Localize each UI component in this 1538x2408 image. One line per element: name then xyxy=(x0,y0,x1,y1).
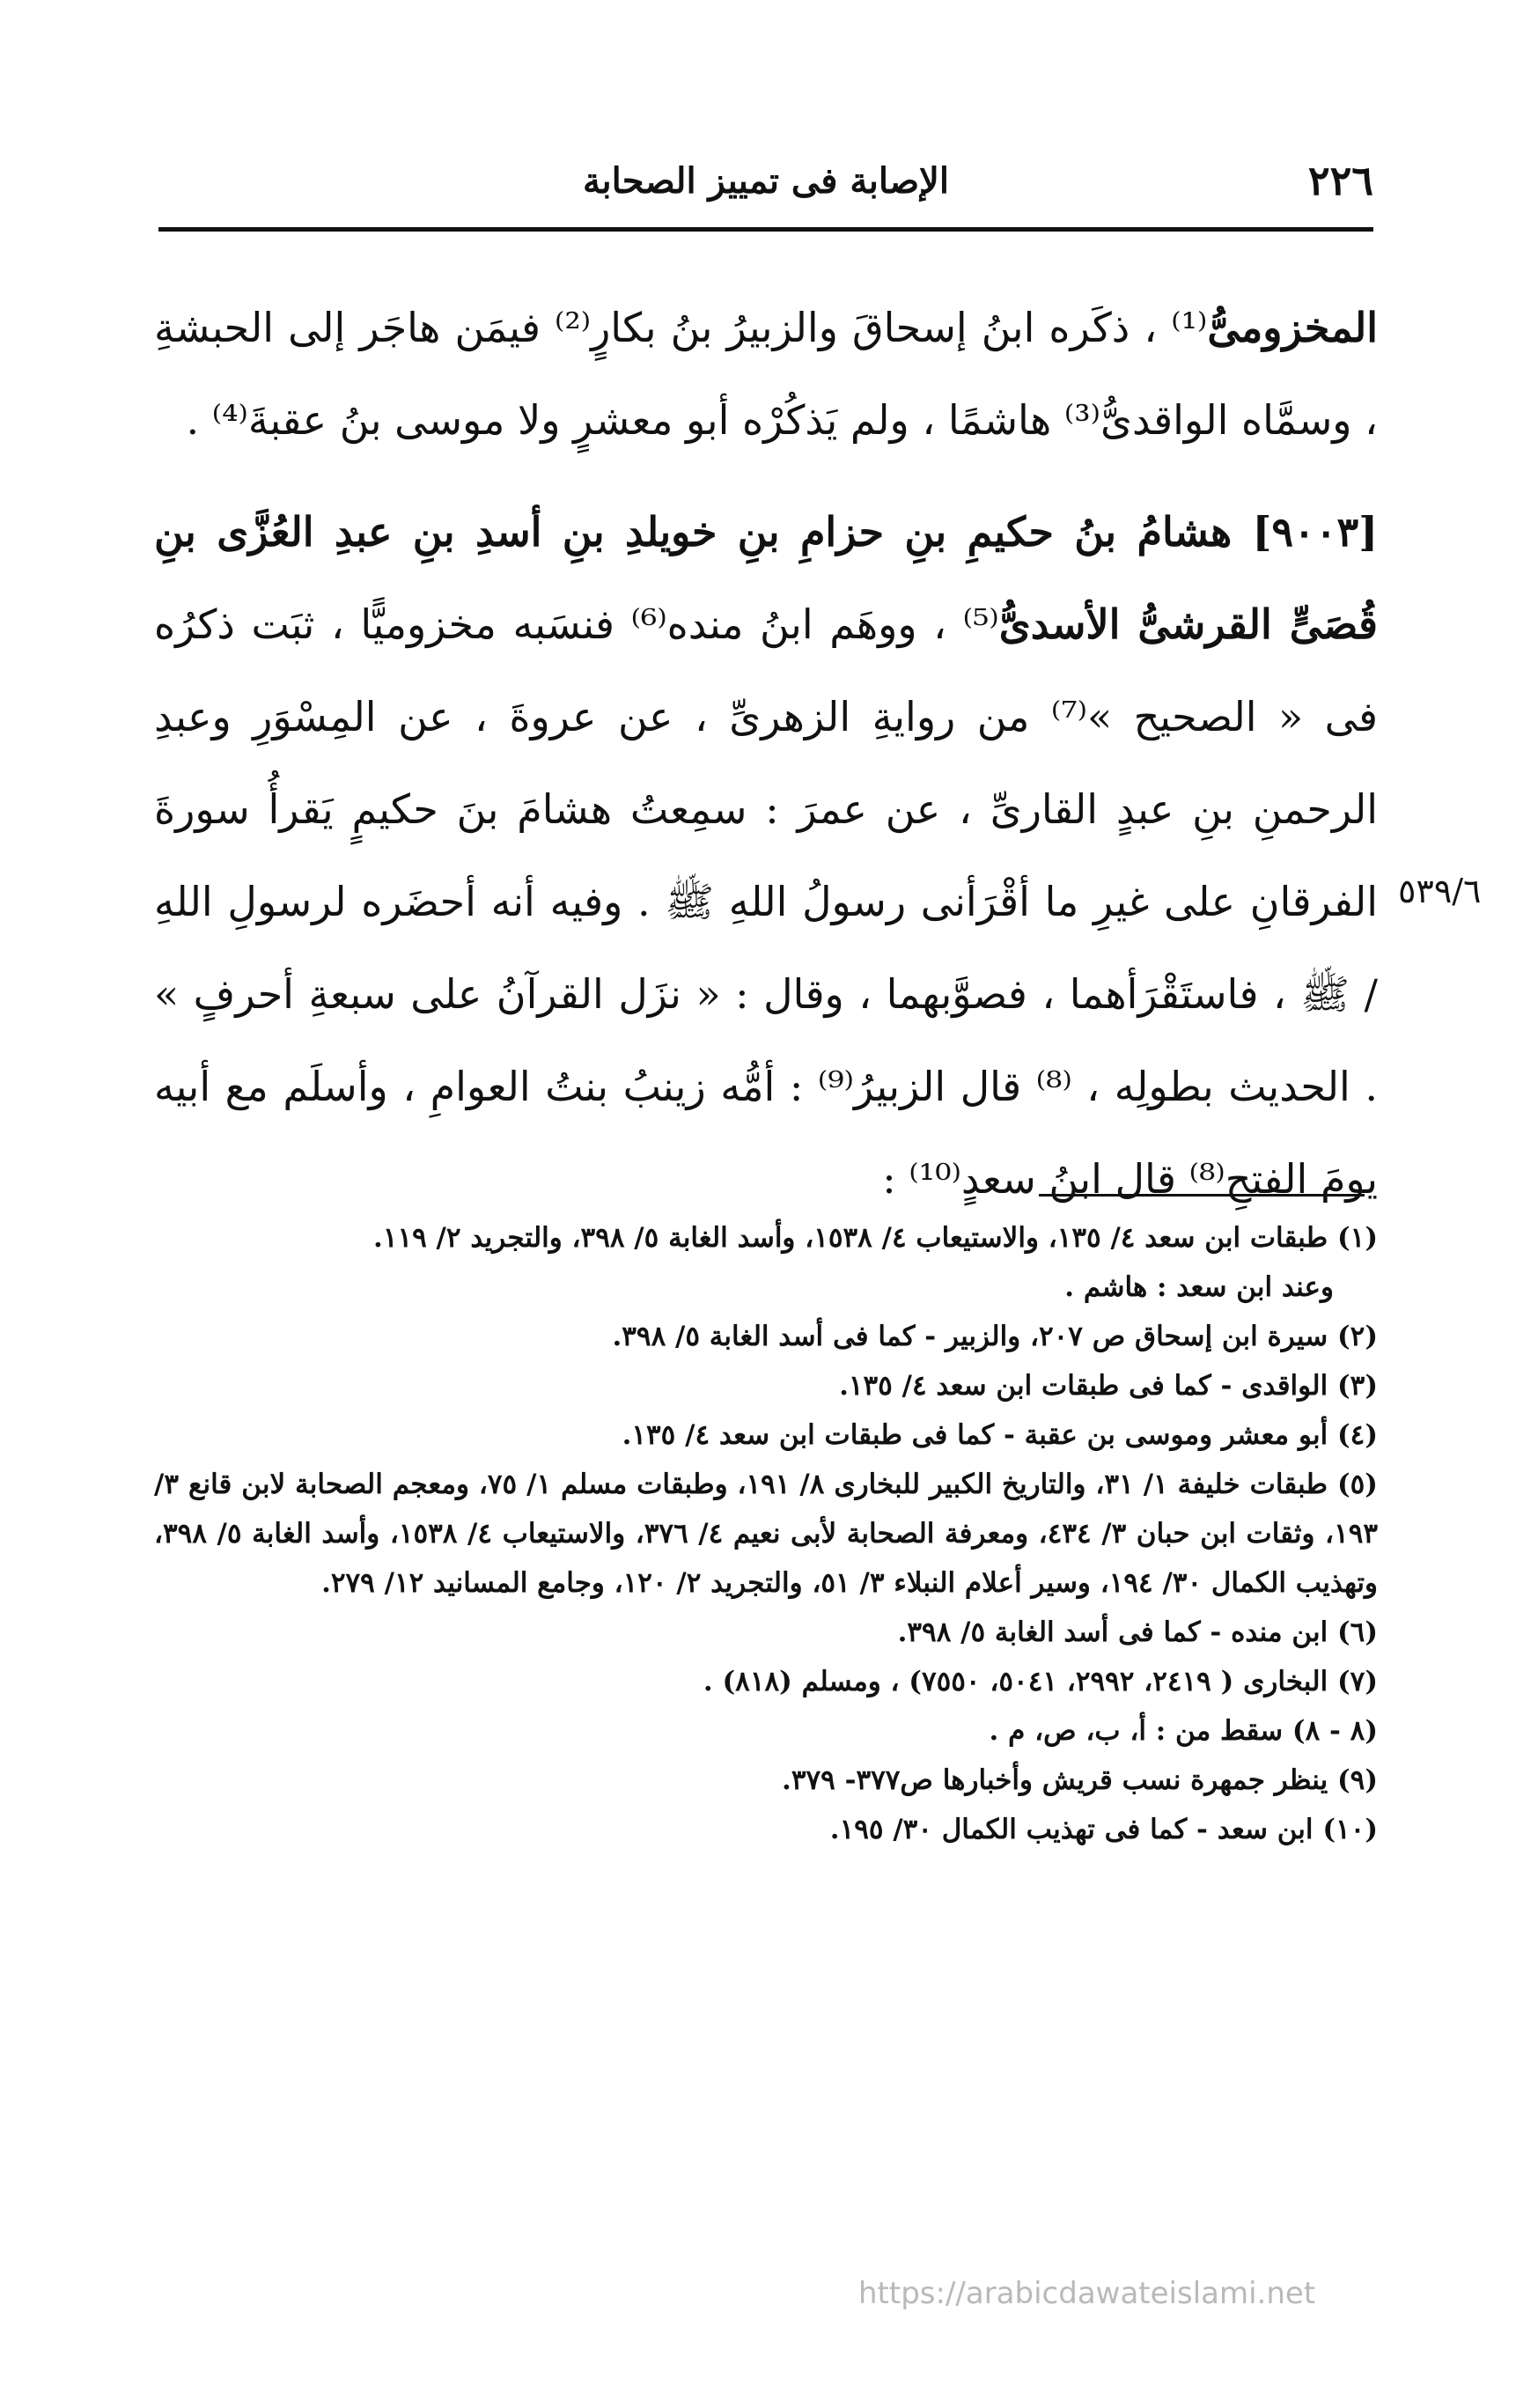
paragraph-1-lead: المخزومىُّ xyxy=(1207,304,1378,351)
main-text xyxy=(154,282,1378,1226)
watermark-url: https://arabicdawateislami.net xyxy=(858,2276,1316,2311)
footnote-8: (٨ - ٨) سقط من : أ، ب، ص، م . xyxy=(989,1715,1378,1747)
footnote-6: (٦) ابن منده - كما فى أسد الغابة ٥/ ٣٩٨. xyxy=(897,1616,1378,1648)
footnote-9: (٩) ينظر جمهرة نسب قريش وأخبارها ص٣٧٧- ٣٧٩. xyxy=(782,1764,1378,1796)
paragraph-1-text: ⁽¹⁾ ، ذكَره ابنُ إسحاقَ والزبيرُ بنُ بكارٍ⁽²⁾ فيمَن هاجَر إلى الحبشةِ ، وسمَّاه الواقدىُّ⁽³⁾ هاشمًا ، ولم يَذكُرْه أبو معشرٍ ولا موسى بنُ عقبةَ⁽⁴⁾ . xyxy=(154,304,1378,444)
footnote-1: (١) طبقات ابن سعد ٤/ ١٣٥، والاستيعاب ٤/ ١٥٣٨، وأسد الغابة ٥/ ٣٩٨، والتجريد ٢/ ١١٩. xyxy=(373,1222,1378,1254)
header-rule xyxy=(158,227,1373,232)
footnote-5: (٥) طبقات خليفة ١/ ٣١، والتاريخ الكبير للبخارى ٨/ ١٩١، وطبقات مسلم ١/ ٧٥، ومعجم الصحابة لابن قانع ٣/ ١٩٣، وثقات ابن حبان ٣/ ٤٣٤، ومعرفة الصحابة لأبى نعيم ٤/ ٣٧٦، والاستيعاب ٤/ ١٥٣٨، وأسد الغابة ٥/ ٣٩٨، وتهذيب الكمال ٣٠/ ١٩٤، وسير أعلام النبلاء ٣/ ٥١، والتجريد ٢/ ١٢٠، وجامع المسانيد ١٢/ ٢٧٩. xyxy=(154,1469,1379,1599)
footnote-2: (٢) سيرة ابن إسحاق ص ٢٠٧، والزبير - كما فى أسد الغابة ٥/ ٣٩٨. xyxy=(612,1321,1378,1352)
footnote-7: (٧) البخارى ( ٢٤١٩، ٢٩٩٢، ٥٠٤١، ٧٥٥٠) ، ومسلم (٨١٨) . xyxy=(703,1666,1378,1697)
footnote-1-continuation: وعند ابن سعد : هاشم . xyxy=(1064,1271,1334,1303)
footnote-3: (٣) الواقدى - كما فى طبقات ابن سعد ٤/ ١٣٥. xyxy=(839,1370,1378,1402)
entry-heading: [٩٠٠٣] هشامُ بنُ حكيمِ بنِ حزامِ بنِ خويلدِ بنِ أسدِ بنِ عبدِ العُزَّى بنِ قُصَىٍّ القرشىُّ الأسدىُّ xyxy=(154,508,1378,648)
page-header xyxy=(158,141,1373,220)
margin-volume-reference: ٥٣٩/٦ xyxy=(1398,872,1482,910)
footnote-rule xyxy=(1039,1194,1365,1197)
paragraph-1 xyxy=(154,282,1378,467)
footnote-4: (٤) أبو معشر وموسى بن عقبة - كما فى طبقات ابن سعد ٤/ ١٣٥. xyxy=(622,1419,1378,1451)
page-number: ٢٢٦ xyxy=(1307,157,1373,204)
paragraph-2 xyxy=(154,486,1378,1226)
book-title: الإصابة فى تمييز الصحابة xyxy=(583,160,949,202)
footnote-10: (١٠) ابن سعد - كما فى تهذيب الكمال ٣٠/ ١٩٥. xyxy=(829,1814,1378,1845)
paragraph-2-text: ⁽⁵⁾ ، ووهَم ابنُ منده⁽⁶⁾ فنسَبه مخزوميًّا ، ثبَت ذكرُه فى « الصحيح »⁽⁷⁾ من روايةِ الزهرىِّ ، عن عروةَ ، عن المِسْوَرِ وعبدِ الرحمنِ بنِ عبدٍ القارىِّ ، عن عمرَ : سمِعتُ هشامَ بنَ حكيمٍ يَقرأُ سورةَ الفرقانِ على غيرِ ما أقْرَأنى رسولُ اللهِ ﷺ . وفيه أنه أحضَره لرسولِ اللهِ / ﷺ ، فاستَقْرَأهما ، فصوَّبهما ، وقال : « نزَل القرآنُ على سبعةِ أحرفٍ » . الحديث بطولِه ، ⁽⁸⁾ قال الزبيرُ⁽⁹⁾ : أمُّه زينبُ بنتُ العوامِ ، وأسلَم مع أبيه يومَ الفتحِ⁽⁸⁾ قال ابنُ سعدٍ⁽¹⁰⁾ : xyxy=(154,600,1379,1203)
footnotes xyxy=(154,1213,1378,1854)
